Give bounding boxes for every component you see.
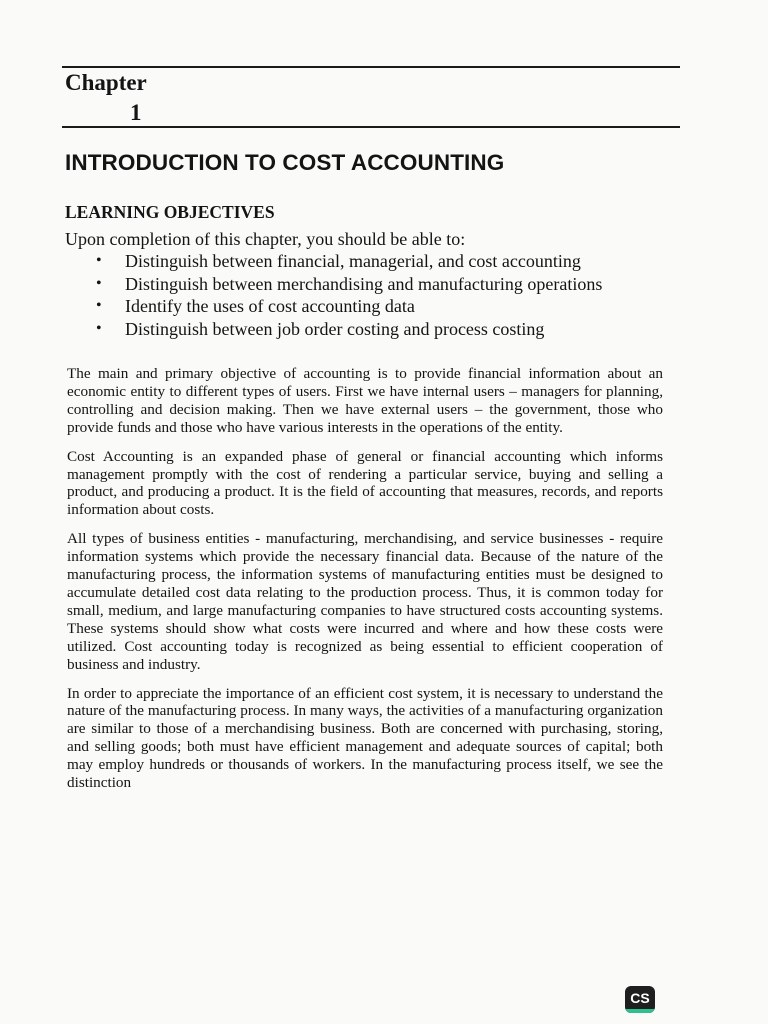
header-top-rule [62, 66, 680, 68]
objective-text: Distinguish between job order costing and process costing [125, 318, 545, 339]
bullet-icon: • [96, 319, 102, 337]
learning-objectives-list [92, 250, 602, 340]
paragraph: Cost Accounting is an expanded phase of general or financial accounting which informs management promptly with the cost of rendering a particular service, buying and selling a product, and producing a product. It is the field of accounting that measures, records, and reports information about costs. [67, 447, 663, 519]
objective-item [92, 273, 602, 296]
paragraph: In order to appreciate the importance of an efficient cost system, it is necessary to understand the nature of the manufacturing process. In many ways, the activities of a manufacturing organization are similar to those of a merchandising business. Both are concerned with purchasing, storing, and selling goods; both must have efficient management and adequate sources of capital; both may employ hundreds or thousands of workers. In the manufacturing process itself, we see the distinction [67, 684, 663, 792]
objective-item [92, 318, 602, 341]
paragraph: All types of business entities - manufacturing, merchandising, and service businesses - require information systems which provide the necessary financial data. Because of the nature of the manufacturing process, the information systems of manufacturing entities must be designed to accumulate detailed cost data relating to the production process. Thus, it is common today for small, medium, and large manufacturing companies to have structured costs accounting systems. These systems should show what costs were incurred and where and how these costs were utilized. Cost accounting today is recognized as being essential to efficient cooperation of business and industry. [67, 530, 663, 673]
objective-text: Distinguish between merchandising and manufacturing operations [125, 273, 603, 294]
chapter-title: INTRODUCTION TO COST ACCOUNTING [65, 150, 505, 175]
bullet-icon: • [96, 252, 102, 269]
objective-text: Identify the uses of cost accounting data [125, 296, 415, 316]
camscanner-logo-icon: CS [625, 986, 655, 1013]
body-text [67, 365, 663, 803]
chapter-label: Chapter [65, 70, 147, 95]
objective-item [92, 295, 602, 318]
bullet-icon: • [96, 274, 102, 292]
objective-text: Distinguish between financial, managerial, and cost accounting [125, 251, 581, 271]
bullet-icon: • [96, 297, 102, 314]
chapter-number: 1 [130, 100, 142, 125]
learning-objectives-heading: LEARNING OBJECTIVES [65, 202, 275, 222]
paragraph: The main and primary objective of accounting is to provide financial information about an economic entity to different types of users. First we have internal users – managers for planning, controlling and decision making. Then we have external users – the government, those who provide funds and those who have various interests in the operations of the entity. [67, 365, 663, 436]
objective-item [92, 250, 602, 273]
learning-objectives-intro: Upon completion of this chapter, you should be able to: [65, 229, 466, 249]
header-bottom-rule [62, 126, 680, 128]
